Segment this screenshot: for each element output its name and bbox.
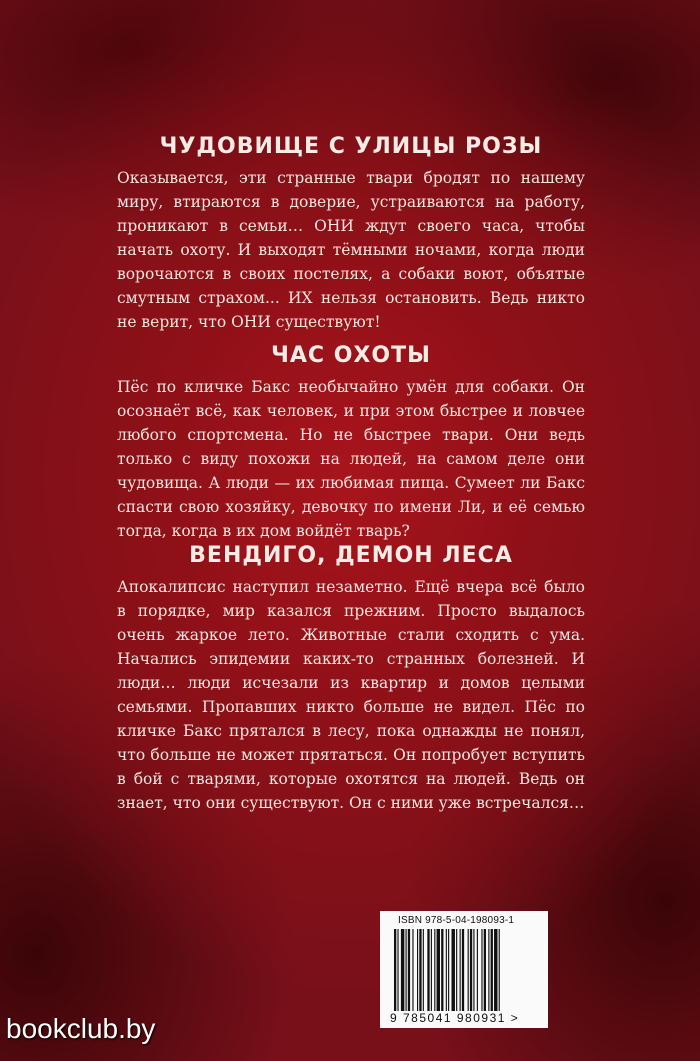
section-text: Оказывается, эти странные твари бродят по нашему миру, втираются в доверие, устраиваются на работу, проникают в семьи… ОНИ ждут своего часа, чтобы начать охоту. И выходят тёмными ночами, когда люди ворочаются в своих постелях, а собаки воют, объятые смутным страхом... ИХ нельзя остановить. Ведь никто не верит, что ОНИ существуют! (117, 169, 585, 331)
barcode-bars (394, 929, 534, 1011)
barcode-bar (470, 929, 472, 1011)
barcode-bar (473, 929, 474, 1011)
barcode-bar (441, 929, 443, 1011)
barcode-bar (462, 929, 464, 1011)
barcode-bar (406, 929, 407, 1011)
barcode-bar (448, 929, 449, 1011)
barcode-bar (494, 929, 497, 1011)
barcode-digits: 9 785041 980931 > (390, 1011, 520, 1025)
barcode-bar (446, 929, 447, 1011)
barcode-bar (491, 929, 493, 1011)
section-text: Пёс по кличке Бакс необычайно умён для собаки. Он осознаёт всё, как человек, и при этом быстрее и ловчее любого спортсмена. Но не быстрее твари. Они ведь только с виду похожи на людей, на самом деле они чудовища. А люди — их любимая пища. Сумеет ли Бакс спасти свою хозяйку, девочку по имени Ли, и её семью тогда, когда в их дом войдёт тварь? (117, 378, 585, 540)
barcode-bar (401, 929, 404, 1011)
barcode-bar (419, 929, 421, 1011)
annotation-section-1 (117, 132, 585, 334)
barcode-bar (427, 929, 429, 1011)
site-watermark: bookclub.by (6, 1013, 156, 1044)
annotation-section-3 (117, 541, 585, 815)
barcode-bar (417, 929, 418, 1011)
barcode-bar (431, 929, 432, 1011)
barcode-bar (499, 929, 500, 1011)
barcode-bar (437, 929, 440, 1011)
isbn-label: ISBN 978-5-04-198093-1 (398, 915, 515, 926)
barcode-bar (397, 929, 398, 1011)
barcode-bar (434, 929, 435, 1011)
annotation-section-2 (117, 341, 585, 543)
section-heading: ЧАС ОХОТЫ (271, 343, 431, 368)
section-heading: ВЕНДИГО, ДЕМОН ЛЕСА (189, 543, 513, 568)
barcode-bar (484, 929, 486, 1011)
barcode-bar (468, 929, 469, 1011)
barcode-bar (408, 929, 410, 1011)
barcode-bar (481, 929, 482, 1011)
barcode-bar (412, 929, 413, 1011)
barcode-bar (456, 929, 457, 1011)
barcode-bar (488, 929, 489, 1011)
barcode-bar (394, 929, 396, 1011)
barcode-bar (460, 929, 461, 1011)
section-text: Апокалипсис наступил незаметно. Ещё вчера всё было в порядке, мир казался прежним. Просто выдалось очень жаркое лето. Животные стали сходить с ума. Начались эпидемии каких-то странных болезней. И люди… люди исчезали из квартир и домов целыми семьями. Пропавших никто больше не видел. Пёс по кличке Бакс прятался в лесу, пока однажды не понял, что больше не может прятаться. Он попробует вступить в бой с тварями, которые охотятся на людей. Ведь он знает, что они существуют. Он с ними уже встречался… (117, 578, 585, 812)
section-heading: ЧУДОВИЩЕ С УЛИЦЫ РОЗЫ (159, 134, 543, 159)
barcode-bar (423, 929, 424, 1011)
barcode-bar (477, 929, 478, 1011)
isbn-barcode (380, 911, 548, 1028)
barcode-bar (452, 929, 455, 1011)
